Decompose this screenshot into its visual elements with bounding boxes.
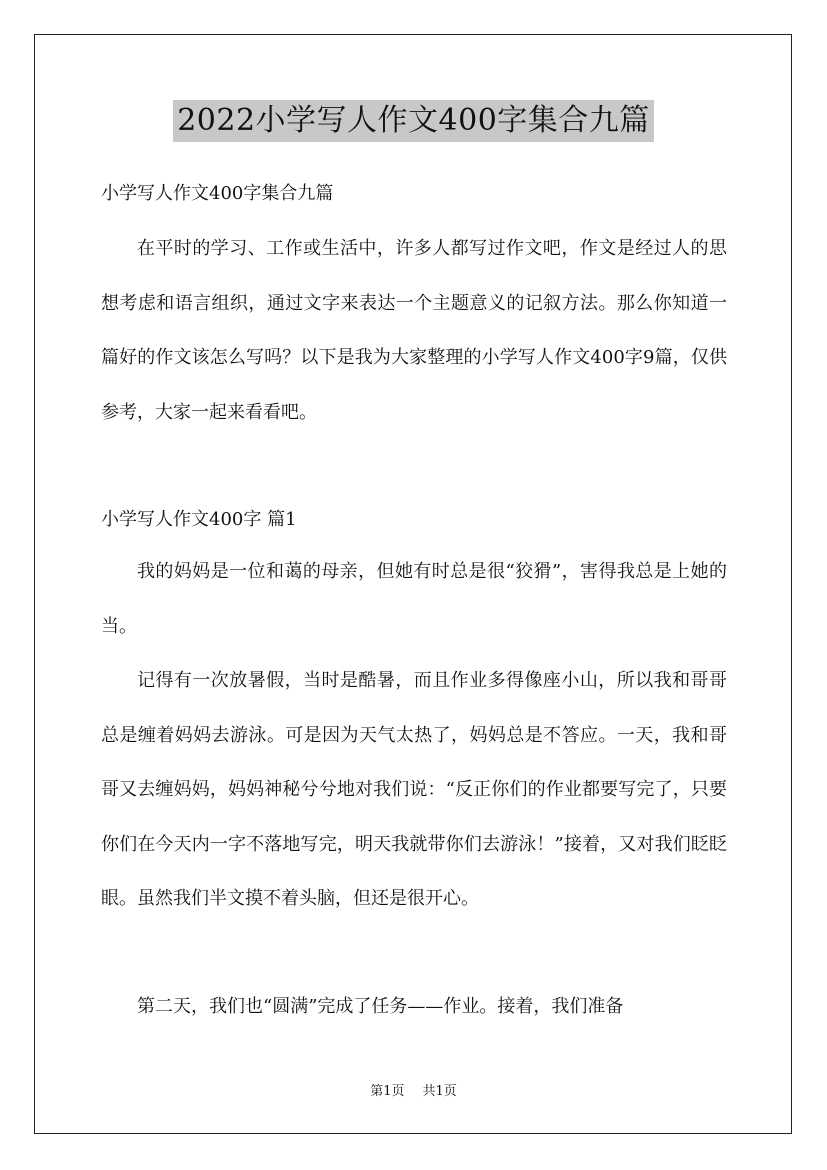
body-paragraph: 我的妈妈是一位和蔼的母亲，但她有时总是很“狡猾”，害得我总是上她的当。 (101, 561, 727, 637)
document-subtitle: 小学写人作文400字集合九篇 (101, 183, 334, 204)
page-footer (0, 1083, 827, 1101)
page-total: 共1页 (422, 1084, 457, 1099)
document-title: 2022小学写人作文400字集合九篇 (173, 100, 654, 142)
intro-paragraph: 在平时的学习、工作或生活中，许多人都写过作文吧，作文是经过人的思想考虑和语言组织，通过文字来表达一个主题意义的记叙方法。那么你知道一篇好的作文该怎么写吗？以下是我为大家整理的小学写人作文400字9篇，仅供参考，大家一起来看看吧。 (101, 238, 727, 423)
section-heading: 小学写人作文400字 篇1 (101, 509, 297, 530)
body-paragraph: 第二天，我们也“圆满”完成了任务——作业。接着，我们准备 (137, 996, 624, 1017)
body-paragraph: 记得有一次放暑假，当时是酷暑，而且作业多得像座小山，所以我和哥哥总是缠着妈妈去游泳。可是因为天气太热了，妈妈总是不答应。一天，我和哥哥又去缠妈妈，妈妈神秘兮兮地对我们说：“反正你们的作业都要写完了，只要你们在今天内一字不落地写完，明天我就带你们去游泳！”接着，又对我们眨眨眼。虽然我们半文摸不着头脑，但还是很开心。 (101, 670, 727, 909)
page-number: 第1页 (370, 1084, 405, 1099)
title-container (0, 100, 827, 142)
